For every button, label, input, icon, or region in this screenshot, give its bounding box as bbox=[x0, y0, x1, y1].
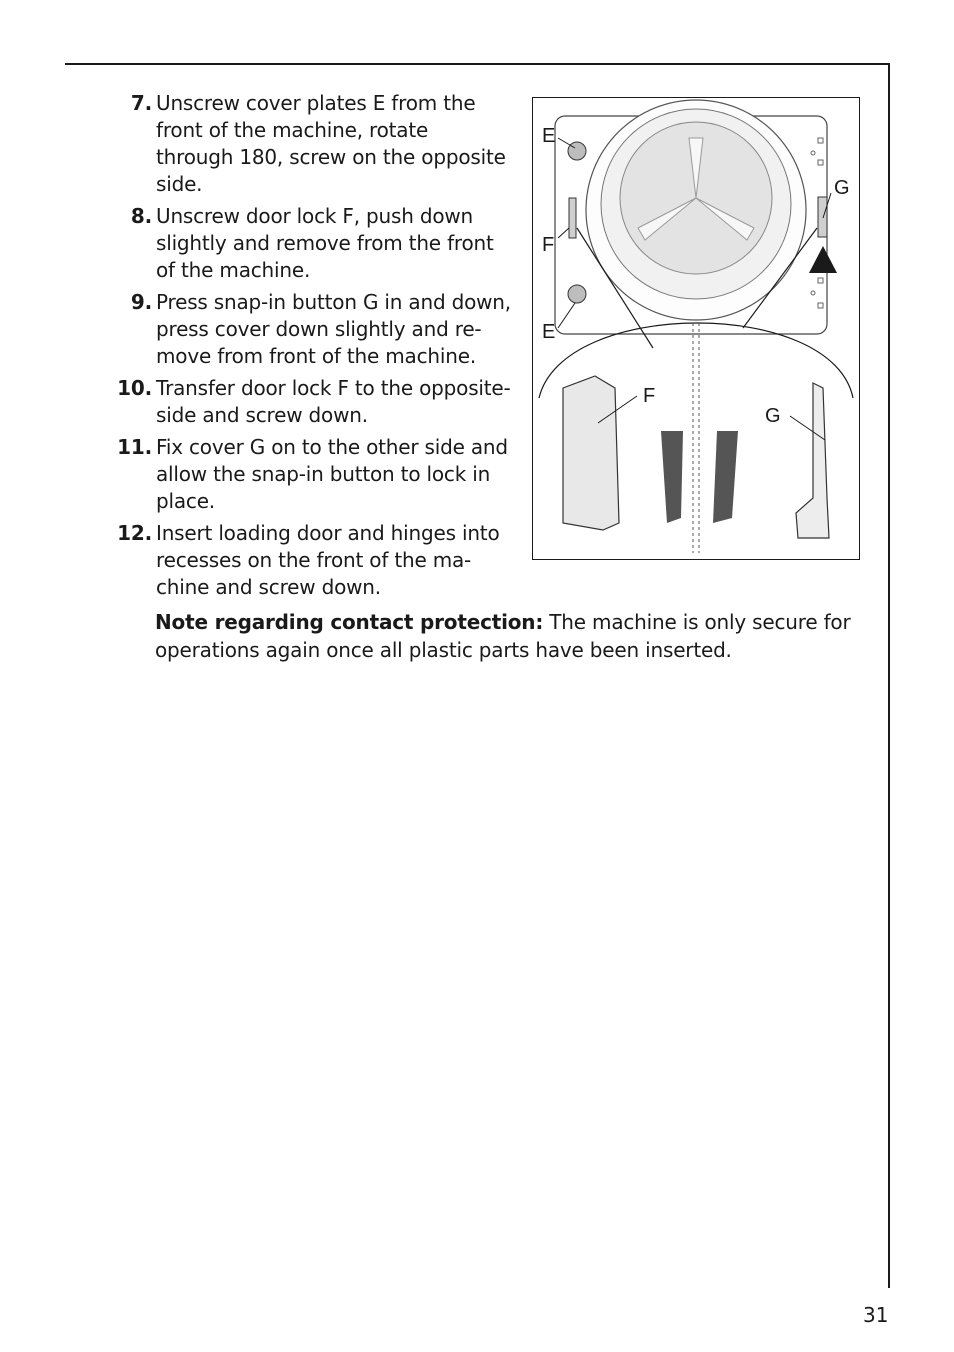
step-8 bbox=[100, 203, 520, 284]
step-7 bbox=[100, 90, 520, 198]
label-f-detail: F bbox=[643, 385, 656, 407]
center-lines bbox=[693, 323, 699, 553]
step-text: Unscrew cover plates E from the front of the machine, rotate through 180, screw on the opposite side. bbox=[156, 91, 506, 196]
step-number: 8. bbox=[130, 204, 152, 228]
door-lock-f-part bbox=[563, 376, 619, 530]
label-e-top: E bbox=[542, 125, 556, 147]
label-g-detail: G bbox=[765, 405, 781, 427]
cover-strip-right bbox=[713, 431, 738, 523]
label-g-right: G bbox=[834, 177, 850, 199]
cover-g-part bbox=[796, 383, 829, 538]
step-number: 9. bbox=[130, 290, 152, 314]
step-text: Fix cover G on to the other side and allow the snap-in button to lock in place. bbox=[156, 435, 508, 513]
label-e-bottom: E bbox=[542, 321, 556, 343]
step-number: 10. bbox=[117, 376, 152, 400]
step-number: 7. bbox=[130, 91, 152, 115]
step-text: Insert loading door and hinges into recesses on the front of the ma- chine and screw down. bbox=[156, 521, 500, 599]
header-rule bbox=[65, 63, 890, 65]
step-12 bbox=[100, 520, 520, 601]
label-f-left: F bbox=[542, 234, 555, 256]
cover-strip-left bbox=[661, 431, 683, 523]
step-9 bbox=[100, 289, 520, 370]
step-11 bbox=[100, 434, 520, 515]
margin-rule bbox=[888, 63, 890, 1288]
step-text: Press snap-in button G in and down, press cover down slightly and re- move from front of the machine. bbox=[156, 290, 511, 368]
step-10 bbox=[100, 375, 520, 429]
page-number: 31 bbox=[863, 1303, 889, 1327]
door-lock-f-mounted bbox=[569, 198, 576, 238]
step-text: Unscrew door lock F, push down slightly and remove from the front of the machine. bbox=[156, 204, 494, 282]
illustration-svg bbox=[533, 98, 859, 559]
door-lock-illustration bbox=[532, 97, 860, 560]
step-number: 12. bbox=[117, 521, 152, 545]
cover-plate-e-top bbox=[568, 142, 586, 160]
note-label: Note regarding contact protection: bbox=[155, 610, 544, 634]
cover-plate-e-bottom bbox=[568, 285, 586, 303]
note-text: The machine is only secure for operations again once all plastic parts have been inserted. bbox=[155, 610, 851, 662]
step-text: Transfer door lock F to the opposite- side and screw down. bbox=[156, 376, 511, 427]
instruction-steps bbox=[100, 90, 520, 606]
step-number: 11. bbox=[117, 435, 152, 459]
contact-protection-note bbox=[155, 608, 855, 664]
cover-g-mounted bbox=[818, 197, 827, 237]
